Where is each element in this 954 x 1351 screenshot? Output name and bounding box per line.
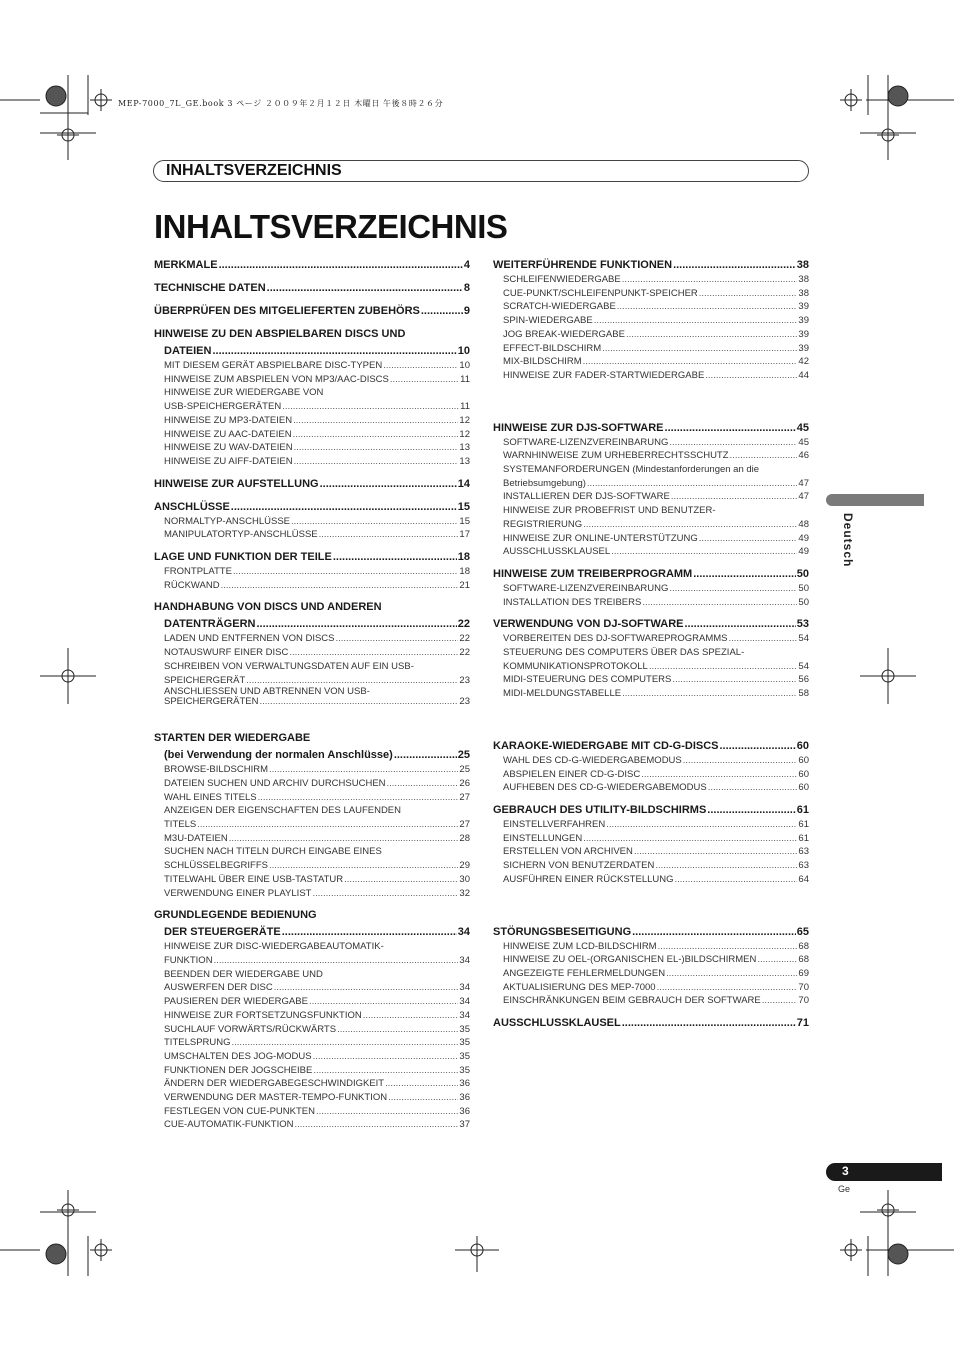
toc-subentry[interactable]: VERWENDUNG DER MASTER-TEMPO-FUNKTION ..... 36 bbox=[154, 1091, 470, 1105]
toc-subentry[interactable]: HINWEISE ZUR ONLINE-UNTERSTÜTZUNG ..... 49 bbox=[493, 532, 809, 546]
toc-subentry[interactable]: SPIN-WIEDERGABE ..... 39 bbox=[493, 314, 809, 328]
toc-heading-line: GRUNDLEGENDE BEDIENUNG bbox=[154, 909, 317, 922]
toc-entry[interactable]: STÖRUNGSBESEITIGUNG ..... 65 bbox=[493, 924, 809, 940]
toc-subentry[interactable]: SCHLEIFENWIEDERGABE ..... 38 bbox=[493, 273, 809, 287]
toc-subentry[interactable]: ERSTELLEN VON ARCHIVEN ..... 63 bbox=[493, 845, 809, 859]
toc-subentry[interactable]: ABSPIELEN EINER CD-G-DISC ..... 60 bbox=[493, 768, 809, 782]
toc-subentry[interactable]: AKTUALISIERUNG DES MEP-7000 ..... 70 bbox=[493, 981, 809, 995]
toc-subentry[interactable]: SPEICHERGERÄTEN ..... 23 bbox=[154, 696, 470, 707]
toc-subentry[interactable]: EFFECT-BILDSCHIRM ..... 39 bbox=[493, 342, 809, 356]
toc-subentry[interactable]: NORMALTYP-ANSCHLÜSSE ..... 15 bbox=[154, 515, 470, 529]
toc-heading-line: HANDHABUNG VON DISCS UND ANDEREN bbox=[154, 601, 382, 614]
toc-entry[interactable]: DER STEUERGERÄTE ..... 34 bbox=[154, 924, 470, 940]
toc-heading-line: STARTEN DER WIEDERGABE bbox=[154, 732, 311, 745]
toc-subentry[interactable]: INSTALLATION DES TREIBERS ..... 50 bbox=[493, 596, 809, 610]
toc-subentry[interactable]: ÄNDERN DER WIEDERGABEGESCHWINDIGKEIT ..... 36 bbox=[154, 1077, 470, 1091]
toc-entry[interactable]: KARAOKE-WIEDERGABE MIT CD-G-DISCS ..... 60 bbox=[493, 738, 809, 754]
toc-subentry-line: HINWEISE ZUR PROBEFRIST UND BENUTZER- bbox=[503, 505, 716, 517]
toc-subentry-line: SUCHEN NACH TITELN DURCH EINGABE EINES bbox=[164, 846, 382, 858]
toc-subentry[interactable]: NOTAUSWURF EINER DISC ..... 22 bbox=[154, 646, 470, 660]
toc-subentry[interactable]: VORBEREITEN DES DJ-SOFTWAREPROGRAMMS ..... 54 bbox=[493, 632, 809, 646]
toc-subentry[interactable]: FESTLEGEN VON CUE-PUNKTEN ..... 36 bbox=[154, 1105, 470, 1119]
toc-subentry[interactable]: EINSCHRÄNKUNGEN BEIM GEBRAUCH DER SOFTWARE ..... 70 bbox=[493, 994, 809, 1008]
toc-subentry[interactable]: MIDI-MELDUNGSTABELLE ..... 58 bbox=[493, 687, 809, 701]
toc-subentry[interactable]: TITELSPRUNG ..... 35 bbox=[154, 1036, 470, 1050]
toc-subentry[interactable]: MIT DIESEM GERÄT ABSPIELBARE DISC-TYPEN ..... 10 bbox=[154, 359, 470, 373]
toc-entry[interactable]: DATEIEN ..... 10 bbox=[154, 343, 470, 359]
toc-subentry[interactable]: AUSWERFEN DER DISC ..... 34 bbox=[154, 981, 470, 995]
toc-entry[interactable]: ÜBERPRÜFEN DES MITGELIEFERTEN ZUBEHÖRS ..... 9 bbox=[154, 303, 470, 319]
toc-entry[interactable]: HINWEISE ZUR AUFSTELLUNG ..... 14 bbox=[154, 476, 470, 492]
file-header: MEP-7000_7L_GE.book 3 ページ ２００９年２月１２日 木曜日 午後８時２６分 bbox=[118, 99, 444, 108]
toc-left-column bbox=[154, 257, 470, 1132]
toc-subentry[interactable]: SPEICHERGERÄT ..... 23 bbox=[154, 674, 470, 688]
toc-subentry[interactable]: HINWEISE ZU WAV-DATEIEN ..... 13 bbox=[154, 441, 470, 455]
language-label: Deutsch bbox=[841, 513, 855, 568]
toc-subentry[interactable]: HINWEISE ZUR FADER-STARTWIEDERGABE ..... 44 bbox=[493, 369, 809, 383]
toc-subentry[interactable]: FUNKTION ..... 34 bbox=[154, 954, 470, 968]
toc-subentry[interactable]: AUFHEBEN DES CD-G-WIEDERGABEMODUS ..... 60 bbox=[493, 781, 809, 795]
toc-subentry[interactable]: INSTALLIEREN DER DJS-SOFTWARE ..... 47 bbox=[493, 490, 809, 504]
toc-subentry[interactable]: HINWEISE ZU AIFF-DATEIEN ..... 13 bbox=[154, 455, 470, 469]
toc-subentry[interactable]: SOFTWARE-LIZENZVEREINBARUNG ..... 50 bbox=[493, 582, 809, 596]
toc-subentry[interactable]: SCRATCH-WIEDERGABE ..... 39 bbox=[493, 300, 809, 314]
toc-subentry[interactable]: EINSTELLUNGEN ..... 61 bbox=[493, 832, 809, 846]
toc-subentry[interactable]: PAUSIEREN DER WIEDERGABE ..... 34 bbox=[154, 995, 470, 1009]
toc-subentry[interactable]: RÜCKWAND ..... 21 bbox=[154, 579, 470, 593]
toc-subentry[interactable]: WAHL EINES TITELS ..... 27 bbox=[154, 791, 470, 805]
toc-entry[interactable]: GEBRAUCH DES UTILITY-BILDSCHIRMS ..... 61 bbox=[493, 802, 809, 818]
toc-subentry[interactable]: LADEN UND ENTFERNEN VON DISCS ..... 22 bbox=[154, 632, 470, 646]
toc-entry[interactable]: MERKMALE ..... 4 bbox=[154, 257, 470, 273]
toc-subentry[interactable]: BROWSE-BILDSCHIRM ..... 25 bbox=[154, 763, 470, 777]
toc-subentry[interactable]: MIX-BILDSCHIRM ..... 42 bbox=[493, 355, 809, 369]
toc-subentry[interactable]: HINWEISE ZUR FORTSETZUNGSFUNKTION ..... 34 bbox=[154, 1009, 470, 1023]
toc-subentry[interactable]: VERWENDUNG EINER PLAYLIST ..... 32 bbox=[154, 887, 470, 901]
toc-subentry[interactable]: MANIPULATORTYP-ANSCHLÜSSE ..... 17 bbox=[154, 528, 470, 542]
toc-subentry[interactable]: CUE-AUTOMATIK-FUNKTION ..... 37 bbox=[154, 1118, 470, 1132]
toc-subentry[interactable]: Betriebsumgebung) ..... 47 bbox=[493, 477, 809, 491]
toc-subentry[interactable]: WAHL DES CD-G-WIEDERGABEMODUS ..... 60 bbox=[493, 754, 809, 768]
toc-subentry-line: SYSTEMANFORDERUNGEN (Mindestanforderungen an die bbox=[503, 464, 760, 476]
header-tab-label: INHALTSVERZEICHNIS bbox=[166, 162, 342, 179]
toc-subentry[interactable]: WARNHINWEISE ZUM URHEBERRECHTSSCHUTZ ..... 46 bbox=[493, 449, 809, 463]
toc-subentry[interactable]: HINWEISE ZU AAC-DATEIEN ..... 12 bbox=[154, 428, 470, 442]
toc-entry[interactable]: LAGE UND FUNKTION DER TEILE ..... 18 bbox=[154, 549, 470, 565]
toc-entry[interactable]: HINWEISE ZUR DJS-SOFTWARE ..... 45 bbox=[493, 420, 809, 436]
toc-subentry-line: ANZEIGEN DER EIGENSCHAFTEN DES LAUFENDEN bbox=[164, 805, 402, 817]
toc-subentry[interactable]: KOMMUNIKATIONSPROTOKOLL ..... 54 bbox=[493, 660, 809, 674]
toc-subentry[interactable]: FRONTPLATTE ..... 18 bbox=[154, 565, 470, 579]
toc-subentry[interactable]: HINWEISE ZUM LCD-BILDSCHIRM ..... 68 bbox=[493, 940, 809, 954]
toc-subentry[interactable]: TITELWAHL ÜBER EINE USB-TASTATUR ..... 30 bbox=[154, 873, 470, 887]
toc-subentry[interactable]: TITELS ..... 27 bbox=[154, 818, 470, 832]
toc-subentry-line: BEENDEN DER WIEDERGABE UND bbox=[164, 968, 323, 980]
toc-subentry[interactable]: CUE-PUNKT/SCHLEIFENPUNKT-SPEICHER ..... 38 bbox=[493, 287, 809, 301]
toc-subentry-line: ANSCHLIESSEN UND ABTRENNEN VON USB- bbox=[164, 686, 370, 698]
toc-subentry[interactable]: SOFTWARE-LIZENZVEREINBARUNG ..... 45 bbox=[493, 436, 809, 450]
page-language-code: Ge bbox=[838, 1184, 851, 1194]
toc-heading-line: HINWEISE ZU DEN ABSPIELBAREN DISCS UND bbox=[154, 328, 406, 340]
toc-entry[interactable]: HINWEISE ZUM TREIBERPROGRAMM ..... 50 bbox=[493, 566, 809, 582]
page-number: 3 bbox=[842, 1164, 849, 1178]
page-title: INHALTSVERZEICHNIS bbox=[154, 208, 508, 245]
toc-subentry-line: STEUERUNG DES COMPUTERS ÜBER DAS SPEZIAL- bbox=[503, 647, 745, 659]
toc-subentry[interactable]: ANGEZEIGTE FEHLERMELDUNGEN ..... 69 bbox=[493, 967, 809, 981]
toc-subentry[interactable]: HINWEISE ZU MP3-DATEIEN ..... 12 bbox=[154, 414, 470, 428]
toc-subentry[interactable]: EINSTELLVERFAHREN ..... 61 bbox=[493, 818, 809, 832]
toc-subentry[interactable]: REGISTRIERUNG ..... 48 bbox=[493, 518, 809, 532]
toc-entry[interactable]: TECHNISCHE DATEN ..... 8 bbox=[154, 280, 470, 296]
toc-subentry[interactable]: FUNKTIONEN DER JOGSCHEIBE ..... 35 bbox=[154, 1064, 470, 1078]
language-tab bbox=[826, 494, 924, 506]
toc-entry[interactable]: VERWENDUNG VON DJ-SOFTWARE ..... 53 bbox=[493, 616, 809, 632]
toc-subentry-line: SCHREIBEN VON VERWALTUNGSDATEN AUF EIN USB- bbox=[164, 660, 414, 672]
toc-right-column bbox=[493, 257, 809, 1031]
toc-subentry[interactable]: USB-SPEICHERGERÄTEN ..... 11 bbox=[154, 400, 470, 414]
header-tab bbox=[153, 160, 809, 182]
toc-subentry[interactable]: DATEIEN SUCHEN UND ARCHIV DURCHSUCHEN ..... 26 bbox=[154, 777, 470, 791]
toc-entry[interactable]: (bei Verwendung der normalen Anschlüsse) ..... 25 bbox=[154, 747, 470, 763]
toc-subentry[interactable]: SUCHLAUF VORWÄRTS/RÜCKWÄRTS ..... 35 bbox=[154, 1023, 470, 1037]
toc-subentry[interactable]: JOG BREAK-WIEDERGABE ..... 39 bbox=[493, 328, 809, 342]
page-number-badge bbox=[826, 1163, 942, 1181]
toc-subentry[interactable]: AUSFÜHREN EINER RÜCKSTELLUNG ..... 64 bbox=[493, 873, 809, 887]
toc-subentry[interactable]: MIDI-STEUERUNG DES COMPUTERS ..... 56 bbox=[493, 673, 809, 687]
toc-subentry[interactable]: HINWEISE ZUM ABSPIELEN VON MP3/AAC-DISCS ..... 11 bbox=[154, 373, 470, 387]
toc-entry[interactable]: WEITERFÜHRENDE FUNKTIONEN ..... 38 bbox=[493, 257, 809, 273]
toc-subentry[interactable]: UMSCHALTEN DES JOG-MODUS ..... 35 bbox=[154, 1050, 470, 1064]
toc-entry[interactable]: ANSCHLÜSSE ..... 15 bbox=[154, 499, 470, 515]
toc-entry[interactable]: AUSSCHLUSSKLAUSEL ..... 71 bbox=[493, 1015, 809, 1031]
toc-subentry-line: HINWEISE ZUR DISC-WIEDERGABEAUTOMATIK- bbox=[164, 941, 384, 953]
toc-subentry[interactable]: AUSSCHLUSSKLAUSEL ..... 49 bbox=[493, 545, 809, 559]
toc-subentry[interactable]: SICHERN VON BENUTZERDATEN ..... 63 bbox=[493, 859, 809, 873]
toc-subentry-line: HINWEISE ZUR WIEDERGABE VON bbox=[164, 387, 324, 399]
toc-subentry[interactable]: SCHLÜSSELBEGRIFFS ..... 29 bbox=[154, 859, 470, 873]
toc-subentry[interactable]: HINWEISE ZU OEL-(ORGANISCHEN EL-)BILDSCHIRMEN ..... 68 bbox=[493, 953, 809, 967]
toc-subentry[interactable]: M3U-DATEIEN ..... 28 bbox=[154, 832, 470, 846]
toc-entry[interactable]: DATENTRÄGERN ..... 22 bbox=[154, 616, 470, 632]
